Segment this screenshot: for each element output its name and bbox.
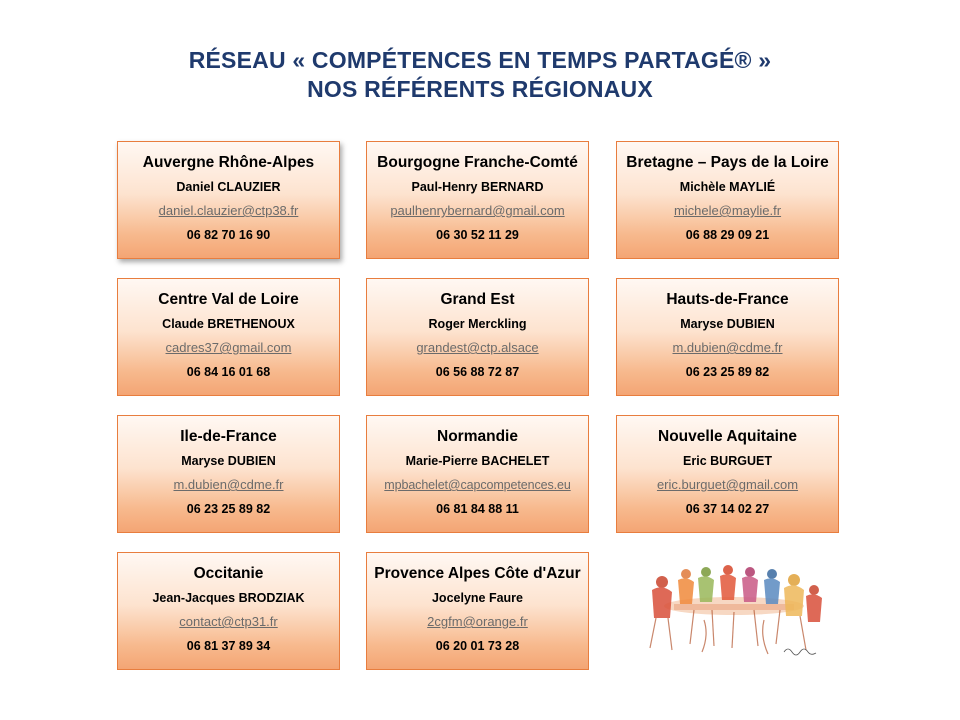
phone-number: 06 81 84 88 11 [436, 502, 519, 516]
referent-name: Claude BRETHENOUX [162, 317, 295, 331]
phone-number: 06 56 88 72 87 [435, 365, 520, 379]
referent-name: Roger Merckling [428, 317, 527, 331]
email-link[interactable]: contact@ctp31.fr [179, 614, 278, 629]
region-name: Centre Val de Loire [158, 291, 299, 308]
region-name: Ile-de-France [180, 428, 277, 445]
referent-card-provence-alpes-cote-dazur [366, 552, 589, 670]
email-link[interactable]: paulhenrybernard@gmail.com [390, 203, 565, 218]
phone-number: 06 82 70 16 90 [186, 228, 271, 242]
phone-number: 06 88 29 09 21 [685, 228, 770, 242]
title-line-2: NOS RÉFÉRENTS RÉGIONAUX [307, 76, 653, 102]
phone-number: 06 81 37 89 34 [186, 639, 271, 653]
title-line-1: RÉSEAU « COMPÉTENCES EN TEMPS PARTAGÉ® » [188, 47, 772, 73]
page-title [0, 46, 960, 104]
referent-card-nouvelle-aquitaine [616, 415, 839, 533]
referent-name: Paul-Henry BERNARD [411, 180, 544, 194]
region-name: Hauts-de-France [666, 291, 789, 308]
email-link[interactable]: michele@maylie.fr [673, 203, 782, 218]
referent-name: Daniel CLAUZIER [176, 180, 281, 194]
referent-card-bretagne-pays-de-la-loire [616, 141, 839, 259]
referent-card-centre-val-de-loire [117, 278, 340, 396]
email-link[interactable]: 2cgfm@orange.fr [427, 614, 528, 629]
referent-card-occitanie [117, 552, 340, 670]
referent-name: Jean-Jacques BRODZIAK [152, 591, 305, 605]
referent-card-grand-est [366, 278, 589, 396]
region-name: Normandie [437, 428, 518, 445]
referent-card-hauts-de-france [616, 278, 839, 396]
email-link[interactable]: cadres37@gmail.com [165, 340, 292, 355]
referent-card-bourgogne-franche-comte [366, 141, 589, 259]
phone-number: 06 23 25 89 82 [685, 365, 770, 379]
phone-number: 06 37 14 02 27 [685, 502, 770, 516]
region-name: Occitanie [193, 565, 264, 582]
referent-card-ile-de-france [117, 415, 340, 533]
region-name: Bretagne – Pays de la Loire [626, 154, 829, 171]
email-link[interactable]: eric.burguet@gmail.com [656, 477, 799, 492]
referent-name: Maryse DUBIEN [680, 317, 775, 331]
referent-name: Eric BURGUET [683, 454, 772, 468]
email-link[interactable]: grandest@ctp.alsace [416, 340, 539, 355]
region-name: Auvergne Rhône-Alpes [142, 154, 315, 171]
phone-number: 06 30 52 11 29 [436, 228, 519, 242]
email-link[interactable]: m.dubien@cdme.fr [672, 340, 783, 355]
referent-card-auvergne-rhone-alpes [117, 141, 340, 259]
email-link[interactable]: mpbachelet@capcompetences.eu [384, 478, 571, 492]
phone-number: 06 23 25 89 82 [186, 502, 271, 516]
email-link[interactable]: m.dubien@cdme.fr [173, 477, 284, 492]
referent-name: Maryse DUBIEN [181, 454, 276, 468]
phone-number: 06 84 16 01 68 [186, 365, 271, 379]
region-name: Bourgogne Franche-Comté [377, 154, 578, 171]
region-name: Provence Alpes Côte d'Azur [374, 565, 581, 582]
region-name: Nouvelle Aquitaine [658, 428, 797, 445]
referent-card-normandie [366, 415, 589, 533]
referent-name: Marie-Pierre BACHELET [405, 454, 550, 468]
meeting-table-watercolor-icon [634, 560, 834, 660]
region-name: Grand Est [440, 291, 515, 308]
referent-name: Michèle MAYLIÉ [679, 180, 776, 194]
referent-name: Jocelyne Faure [431, 591, 523, 605]
phone-number: 06 20 01 73 28 [435, 639, 520, 653]
email-link[interactable]: daniel.clauzier@ctp38.fr [158, 203, 299, 218]
